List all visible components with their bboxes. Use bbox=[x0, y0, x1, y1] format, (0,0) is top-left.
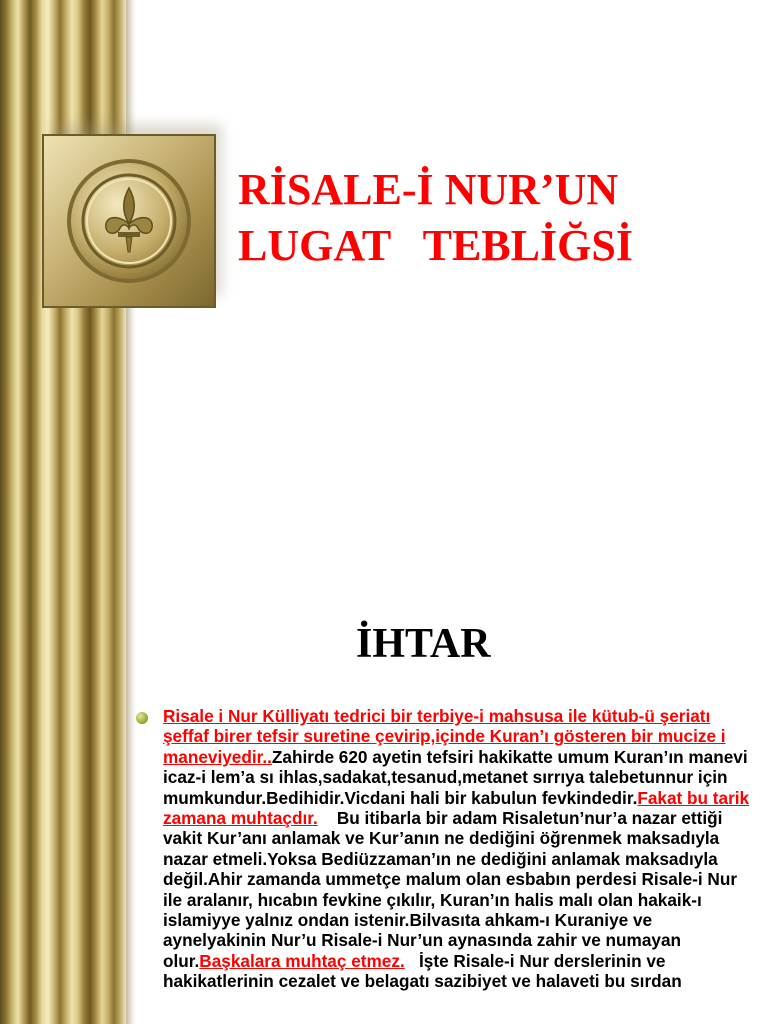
body-text-segment: İşte Risale-i Nur derslerinin ve hakikatlerinin cezalet ve belagatı sazibiyet ve halaveti bu sırdan bbox=[163, 950, 682, 992]
body-text-segment: Bu itibarla bir adam Risaletun’nur’a nazar ettiği vakit Kur’anı anlamak ve Kur’anın ne dediğini öğrenmek maksadıyla nazar etmeli.Yoksa Bediüzzaman’ın ne dediğini anlamak maksadıyla değil.Ahir zamanda ummetçe malum olan esbabın perdesi Risale-i Nur ile aralanır, hıcabın fevkine çıkılır, Kuran’ın halis malı olan hakaik-ı islamiyye yalnız ondan istenir.Bilvasıta ahkam-ı Kuraniye ve aynelyakinin Nur’u Risale-i Nur’un aynasında zahir ve numayan olur. bbox=[163, 808, 742, 971]
title-line-1: RİSALE-İ NUR’UN bbox=[238, 165, 619, 214]
section-heading: İHTAR bbox=[356, 621, 491, 667]
emphasis-text: Fakat bu tarik zamana muhtaçdır. bbox=[163, 787, 750, 829]
fleur-de-lis-icon bbox=[42, 134, 216, 308]
body-paragraph bbox=[163, 706, 753, 992]
title-line-2: LUGAT TEBLİĞSİ bbox=[238, 221, 633, 270]
bullet-dot-icon bbox=[136, 712, 148, 724]
page-title bbox=[238, 162, 758, 274]
body-text-segment: Zahirde 620 ayetin tefsiri hakikatte umum Kuran’ın manevi icaz-i lem’a sı ihlas,sadakat,tesanud,metanet sırrıya talebetunnur için mumkundur.Bedihidir.Vicdani hali bir kabulun fevkindedir. bbox=[163, 746, 748, 808]
emphasis-text: Başkalara muhtaç etmez. bbox=[199, 950, 405, 971]
emphasis-text: Risale i Nur Külliyatı tedrici bir terbiye-i mahsusa ile kütub-ü şeriatı şeffaf birer tefsir suretine çevirip,içinde Kuran’ı gösteren bir mucize i maneviyedir.. bbox=[163, 706, 726, 767]
